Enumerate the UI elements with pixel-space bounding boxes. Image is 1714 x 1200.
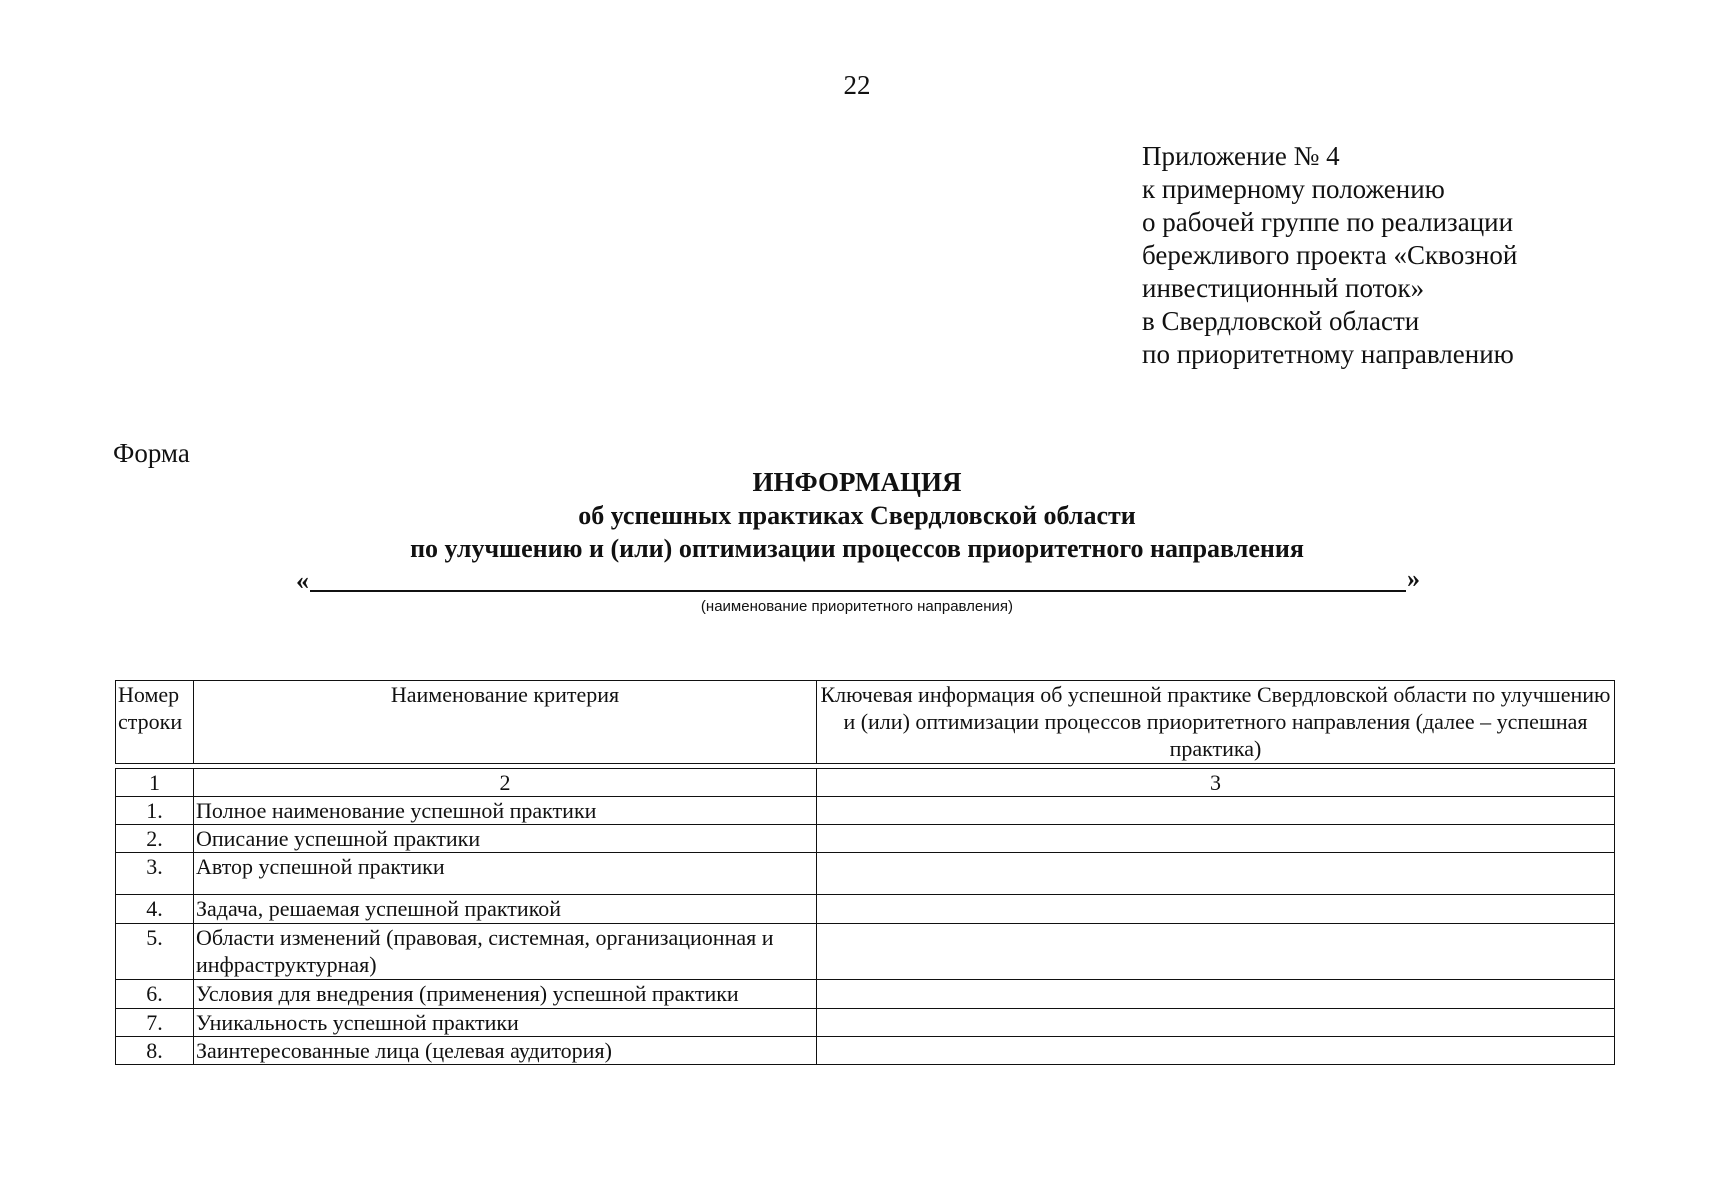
close-quote: » [1407,564,1420,593]
row-criterion: Автор успешной практики [194,853,817,895]
appendix-block [1142,140,1517,371]
appendix-line: бережливого проекта «Сквозной [1142,240,1518,270]
title-line-3: по улучшению и (или) оптимизации процессов приоритетного направления [410,534,1304,563]
row-criterion: Заинтересованные лица (целевая аудитория) [194,1037,817,1065]
row-info-cell[interactable] [817,895,1615,924]
table-row [116,853,1615,895]
table-row [116,1009,1615,1037]
column-number: 3 [817,769,1615,797]
row-number: 4. [116,895,194,924]
table-row [116,825,1615,853]
row-number: 1. [116,797,194,825]
header-criterion: Наименование критерия [194,681,817,764]
appendix-line: Приложение № 4 [1142,141,1340,171]
title-main: ИНФОРМАЦИЯ [752,467,962,497]
fill-in-line [310,590,1406,592]
open-quote: « [296,566,309,595]
row-criterion: Условия для внедрения (применения) успешной практики [194,980,817,1009]
row-info-cell[interactable] [817,853,1615,895]
row-info-cell[interactable] [817,797,1615,825]
appendix-line: в Свердловской области [1142,306,1420,336]
table-row [116,924,1615,980]
row-criterion: Области изменений (правовая, системная, организационная и инфраструктурная) [194,924,817,980]
title-line-2: об успешных практиках Свердловской области [578,501,1136,530]
appendix-line: по приоритетному направлению [1142,339,1514,369]
row-criterion: Описание успешной практики [194,825,817,853]
direction-caption: (наименование приоритетного направления) [700,598,1014,615]
table-row [116,895,1615,924]
row-info-cell[interactable] [817,924,1615,980]
row-number: 7. [116,1009,194,1037]
appendix-line: о рабочей группе по реализации [1142,207,1514,237]
row-number: 8. [116,1037,194,1065]
row-number: 5. [116,924,194,980]
table-header [115,680,1615,764]
row-info-cell[interactable] [817,1037,1615,1065]
table-row [116,980,1615,1009]
header-row-number: Номер строки [116,681,194,764]
row-info-cell[interactable] [817,980,1615,1009]
criteria-table [115,768,1615,1065]
table-row [116,1037,1615,1065]
row-number: 3. [116,853,194,895]
column-number-row [116,769,1615,797]
appendix-line: к примерному положению [1142,174,1445,204]
form-label: Форма [113,438,190,468]
column-number: 1 [116,769,194,797]
row-info-cell[interactable] [817,1009,1615,1037]
table-row [116,797,1615,825]
header-key-info: Ключевая информация об успешной практике Свердловской области по улучшению и (или) оптимизации процессов приоритетного направления (далее – успешная практика) [817,681,1615,764]
document-title [0,466,1714,565]
row-criterion: Полное наименование успешной практики [194,797,817,825]
page-number: 22 [843,70,871,100]
appendix-line: инвестиционный поток» [1142,273,1425,303]
row-criterion: Задача, решаемая успешной практикой [194,895,817,924]
row-number: 2. [116,825,194,853]
column-number: 2 [194,769,817,797]
header-row [116,681,1615,764]
row-number: 6. [116,980,194,1009]
row-info-cell[interactable] [817,825,1615,853]
row-criterion: Уникальность успешной практики [194,1009,817,1037]
direction-name-field[interactable] [296,566,1420,596]
